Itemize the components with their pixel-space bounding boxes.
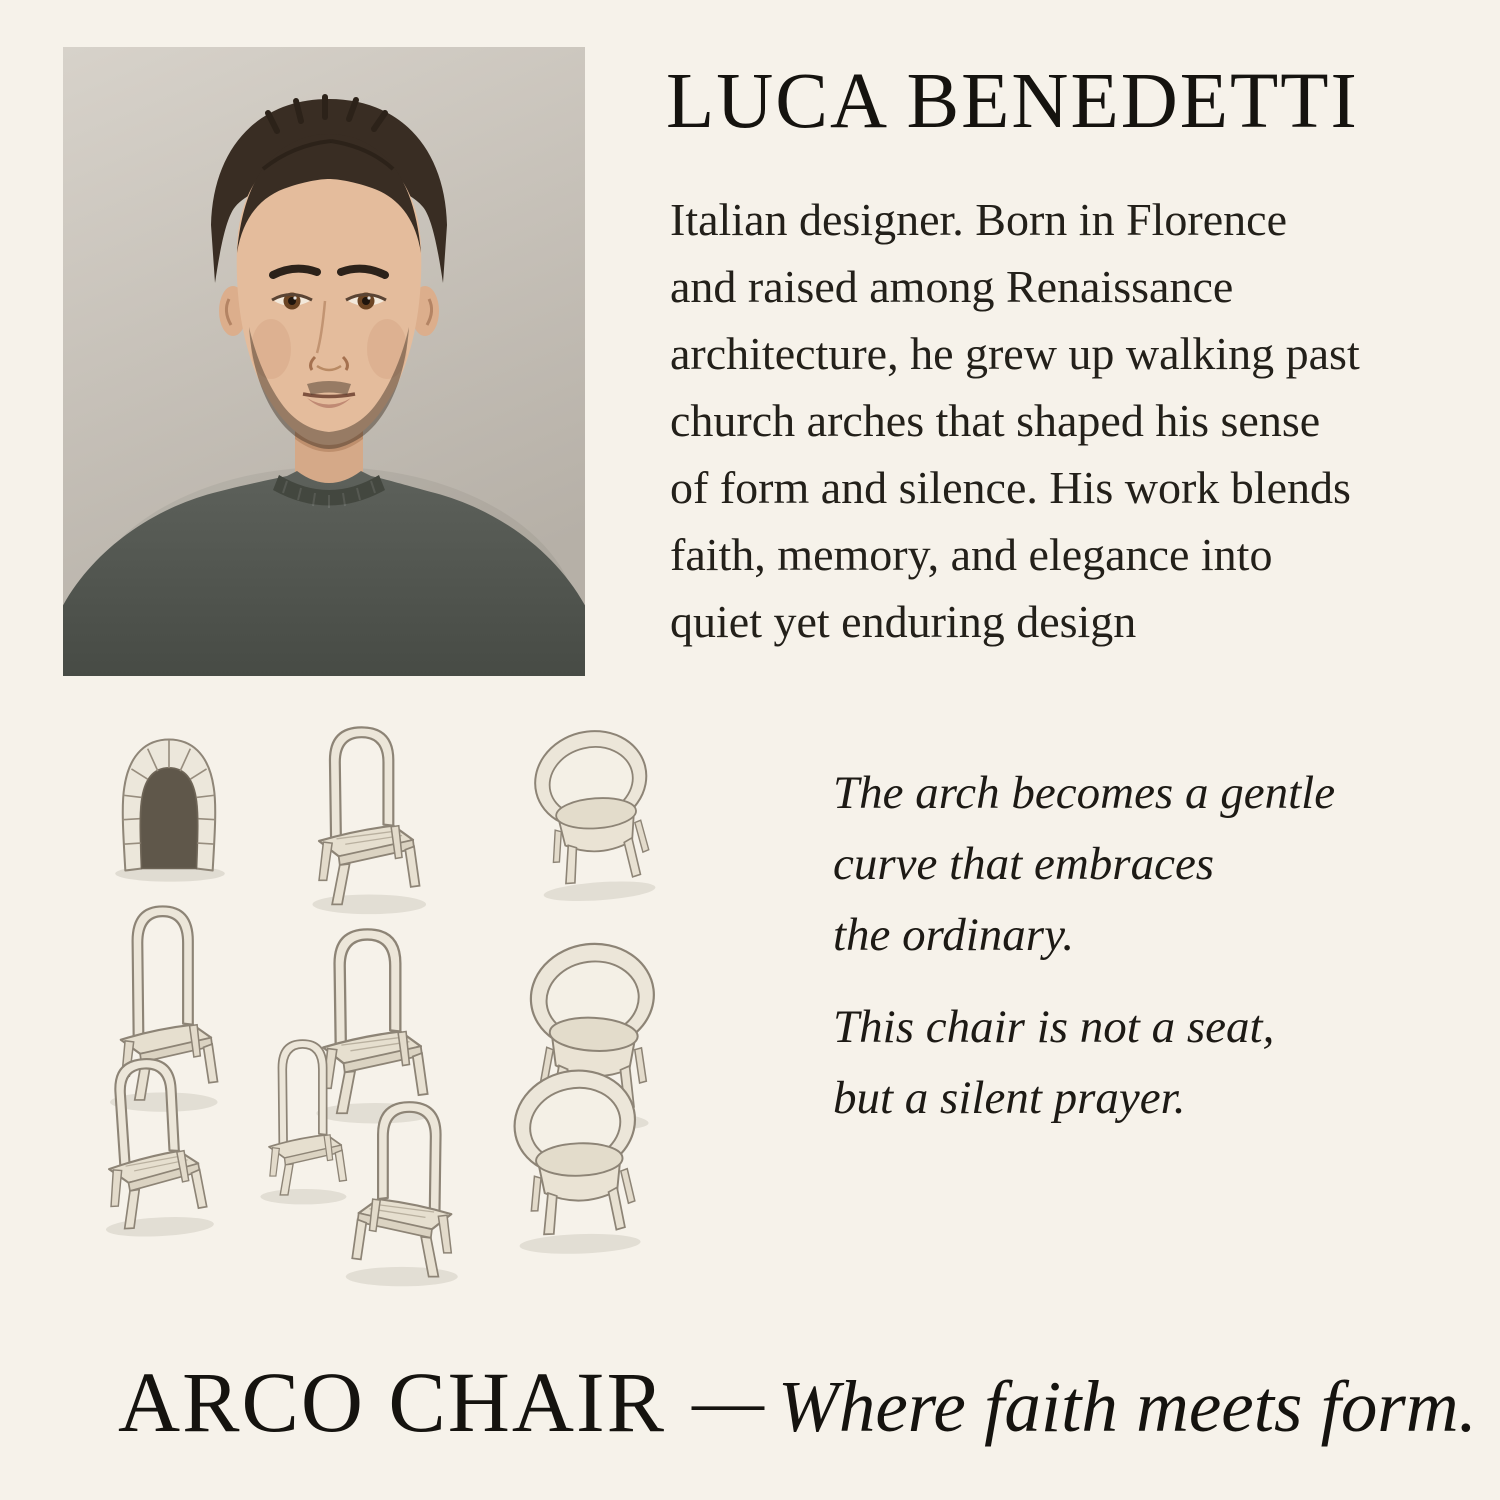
round-armchair-sketch (511, 703, 675, 921)
product-tagline: Where faith meets form. (778, 1366, 1477, 1447)
portrait-photo (63, 47, 585, 676)
product-name: ARCO CHAIR (118, 1354, 667, 1450)
quote-line: the ordinary. (833, 909, 1075, 961)
quote-arch (833, 758, 1393, 971)
product-title (118, 1352, 1477, 1452)
quote-prayer (833, 992, 1393, 1134)
arch-back-chair-sketch (335, 1080, 475, 1302)
round-armchair-sketch (487, 1055, 666, 1261)
bio-line: architecture, he grew up walking past (670, 328, 1360, 379)
arch-back-chair-sketch (80, 1039, 226, 1251)
bio-line: quiet yet enduring design (670, 596, 1137, 647)
quote-line: curve that embraces (833, 838, 1215, 890)
designer-portrait-illustration (63, 47, 585, 676)
quote-line: The arch becomes a gentle (833, 767, 1336, 819)
bio-line: of form and silence. His work blends (670, 462, 1351, 513)
quote-line: but a silent prayer. (833, 1072, 1186, 1124)
bio-line: and raised among Renaissance (670, 261, 1234, 312)
quote-line: This chair is not a seat, (833, 1001, 1275, 1053)
designer-name: LUCA BENEDETTI (666, 58, 1359, 145)
bio-line: faith, memory, and elegance into (670, 529, 1273, 580)
arch-back-chair-sketch (295, 715, 437, 920)
em-dash-separator: — (692, 1361, 765, 1441)
designer-bio (670, 186, 1450, 655)
stone-arch-sketch (103, 722, 235, 885)
bio-line: Italian designer. Born in Florence (670, 194, 1288, 245)
bio-line: church arches that shaped his sense (670, 395, 1321, 446)
